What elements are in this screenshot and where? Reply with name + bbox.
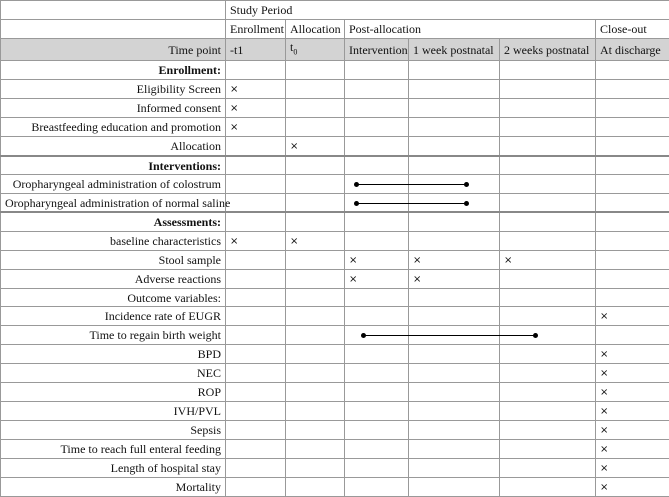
schedule-cell <box>226 458 286 477</box>
table-row <box>1 326 669 345</box>
table-row <box>1 156 669 175</box>
table-row <box>1 288 669 307</box>
schedule-cell <box>286 363 345 382</box>
study-period-row <box>1 1 669 20</box>
mark-x-icon: × <box>600 368 608 379</box>
schedule-cell <box>596 136 669 156</box>
schedule-cell <box>226 288 286 307</box>
phase-allocation: Allocation <box>286 20 345 39</box>
schedule-cell <box>500 175 596 194</box>
schedule-cell <box>409 477 500 496</box>
time-point-t0: $t_0$ <box>286 39 345 61</box>
schedule-cell <box>596 458 669 477</box>
schedule-cell <box>596 420 669 439</box>
schedule-cell <box>500 382 596 401</box>
schedule-cell <box>500 156 596 175</box>
schedule-cell <box>345 175 409 194</box>
schedule-cell <box>596 477 669 496</box>
time-point-intervention: Intervention <box>345 39 409 61</box>
schedule-cell <box>286 117 345 136</box>
schedule-cell <box>286 382 345 401</box>
schedule-cell <box>345 156 409 175</box>
table-row <box>1 344 669 363</box>
row-label: Time to regain birth weight <box>1 326 226 345</box>
time-point-2-weeks: 2 weeks postnatal <box>500 39 596 61</box>
row-label: Length of hospital stay <box>1 458 226 477</box>
schedule-cell <box>409 269 500 288</box>
schedule-cell <box>286 401 345 420</box>
schedule-cell <box>286 231 345 250</box>
schedule-cell <box>345 117 409 136</box>
schedule-cell <box>226 344 286 363</box>
schedule-cell <box>409 156 500 175</box>
schedule-cell <box>500 288 596 307</box>
time-point-discharge: At discharge <box>596 39 669 61</box>
duration-arrow-line <box>356 203 467 204</box>
schedule-cell <box>286 193 345 212</box>
schedule-cell <box>409 136 500 156</box>
schedule-cell <box>345 288 409 307</box>
schedule-cell <box>345 79 409 98</box>
schedule-cell <box>345 439 409 458</box>
schedule-cell <box>226 231 286 250</box>
schedule-cell <box>345 231 409 250</box>
schedule-cell <box>345 458 409 477</box>
time-point-label: Time point <box>1 39 226 61</box>
row-label: Assessments: <box>1 212 226 231</box>
schedule-cell <box>286 175 345 194</box>
schedule-cell <box>226 61 286 80</box>
schedule-cell <box>286 61 345 80</box>
schedule-cell <box>226 307 286 326</box>
row-label: Sepsis <box>1 420 226 439</box>
schedule-cell <box>409 98 500 117</box>
schedule-cell <box>409 231 500 250</box>
row-label: baseline characteristics <box>1 231 226 250</box>
schedule-cell <box>596 307 669 326</box>
schedule-cell <box>596 401 669 420</box>
schedule-cell <box>226 363 286 382</box>
schedule-cell <box>409 79 500 98</box>
row-label: Breastfeeding education and promotion <box>1 117 226 136</box>
schedule-cell <box>286 439 345 458</box>
mark-x-icon: × <box>600 482 608 493</box>
row-label: Informed consent <box>1 98 226 117</box>
table-row <box>1 98 669 117</box>
schedule-cell <box>226 401 286 420</box>
schedule-cell <box>226 193 286 212</box>
schedule-cell <box>345 61 409 80</box>
row-label: Time to reach full enteral feeding <box>1 439 226 458</box>
schedule-cell <box>345 401 409 420</box>
table-row <box>1 439 669 458</box>
schedule-cell <box>409 458 500 477</box>
schedule-cell <box>226 156 286 175</box>
row-label: Oropharyngeal administration of normal saline <box>1 193 226 212</box>
mark-x-icon: × <box>290 236 298 247</box>
mark-x-icon: × <box>413 274 421 285</box>
table-row <box>1 401 669 420</box>
schedule-cell <box>500 420 596 439</box>
schedule-cell <box>345 136 409 156</box>
row-label: Interventions: <box>1 156 226 175</box>
schedule-cell <box>596 61 669 80</box>
schedule-cell <box>500 307 596 326</box>
schedule-cell <box>226 326 286 345</box>
duration-arrow-line <box>356 184 467 185</box>
empty-cell <box>1 20 226 39</box>
mark-x-icon: × <box>600 349 608 360</box>
schedule-cell <box>226 477 286 496</box>
schedule-cell <box>596 231 669 250</box>
mark-x-icon: × <box>413 255 421 266</box>
mark-x-icon: × <box>349 255 357 266</box>
schedule-cell <box>286 269 345 288</box>
schedule-cell <box>500 269 596 288</box>
schedule-cell <box>226 212 286 231</box>
mark-x-icon: × <box>600 463 608 474</box>
table-row <box>1 136 669 156</box>
phase-row <box>1 20 669 39</box>
schedule-cell <box>286 156 345 175</box>
schedule-cell <box>596 439 669 458</box>
schedule-cell <box>226 98 286 117</box>
table-row <box>1 175 669 194</box>
schedule-cell <box>345 307 409 326</box>
schedule-cell <box>500 212 596 231</box>
schedule-cell <box>286 307 345 326</box>
schedule-cell <box>226 439 286 458</box>
row-label: IVH/PVL <box>1 401 226 420</box>
schedule-cell <box>345 212 409 231</box>
table-row <box>1 250 669 269</box>
mark-x-icon: × <box>230 236 238 247</box>
schedule-cell <box>409 117 500 136</box>
schedule-cell <box>500 117 596 136</box>
time-point-row <box>1 39 669 61</box>
schedule-cell <box>409 61 500 80</box>
schedule-cell <box>226 382 286 401</box>
schedule-cell <box>500 344 596 363</box>
schedule-cell <box>500 136 596 156</box>
mark-x-icon: × <box>600 387 608 398</box>
time-point-1-week: 1 week postnatal <box>409 39 500 61</box>
table-row <box>1 363 669 382</box>
row-label: Outcome variables: <box>1 288 226 307</box>
schedule-cell <box>596 250 669 269</box>
mark-x-icon: × <box>600 406 608 417</box>
schedule-cell <box>286 420 345 439</box>
schedule-cell <box>500 401 596 420</box>
schedule-cell <box>286 250 345 269</box>
schedule-cell <box>596 193 669 212</box>
schedule-cell <box>500 61 596 80</box>
schedule-cell <box>409 382 500 401</box>
mark-x-icon: × <box>230 122 238 133</box>
schedule-cell <box>286 326 345 345</box>
schedule-cell <box>409 212 500 231</box>
schedule-cell <box>409 363 500 382</box>
schedule-cell <box>345 250 409 269</box>
phase-enrollment: Enrollment <box>226 20 286 39</box>
table-row <box>1 79 669 98</box>
row-label: NEC <box>1 363 226 382</box>
table-row <box>1 307 669 326</box>
duration-arrow-line <box>363 335 536 336</box>
schedule-cell <box>596 156 669 175</box>
schedule-cell <box>596 382 669 401</box>
schedule-cell <box>500 363 596 382</box>
row-label: Adverse reactions <box>1 269 226 288</box>
schedule-cell <box>345 98 409 117</box>
schedule-cell <box>286 477 345 496</box>
schedule-cell <box>596 117 669 136</box>
mark-x-icon: × <box>504 255 512 266</box>
row-label: Eligibility Screen <box>1 79 226 98</box>
table-row <box>1 269 669 288</box>
schedule-cell <box>226 79 286 98</box>
schedule-cell <box>345 382 409 401</box>
schedule-cell <box>596 269 669 288</box>
schedule-cell <box>409 307 500 326</box>
table-row <box>1 420 669 439</box>
schedule-cell <box>345 269 409 288</box>
schedule-cell <box>226 250 286 269</box>
row-label: ROP <box>1 382 226 401</box>
mark-x-icon: × <box>290 141 298 152</box>
mark-x-icon: × <box>600 311 608 322</box>
mark-x-icon: × <box>230 84 238 95</box>
mark-x-icon: × <box>349 274 357 285</box>
schedule-cell <box>500 231 596 250</box>
mark-x-icon: × <box>600 444 608 455</box>
mark-x-icon: × <box>230 103 238 114</box>
schedule-cell <box>345 326 409 345</box>
schedule-cell <box>409 344 500 363</box>
schedule-cell <box>500 439 596 458</box>
schedule-cell <box>345 363 409 382</box>
schedule-cell <box>500 250 596 269</box>
schedule-cell <box>345 344 409 363</box>
table-row <box>1 382 669 401</box>
schedule-cell <box>500 477 596 496</box>
schedule-cell <box>345 477 409 496</box>
row-label: Incidence rate of EUGR <box>1 307 226 326</box>
schedule-cell <box>286 344 345 363</box>
schedule-cell <box>226 420 286 439</box>
study-period-header: Study Period <box>226 1 669 20</box>
schedule-cell <box>345 193 409 212</box>
table-row <box>1 212 669 231</box>
schedule-cell <box>500 458 596 477</box>
schedule-cell <box>596 98 669 117</box>
row-label: Stool sample <box>1 250 226 269</box>
table-row <box>1 117 669 136</box>
table-row <box>1 193 669 212</box>
schedule-cell <box>596 363 669 382</box>
mark-x-icon: × <box>600 425 608 436</box>
schedule-cell <box>596 212 669 231</box>
table-row <box>1 477 669 496</box>
schedule-cell <box>596 326 669 345</box>
table-row <box>1 458 669 477</box>
row-label: Oropharyngeal administration of colostrum <box>1 175 226 194</box>
schedule-cell <box>596 288 669 307</box>
schedule-cell <box>500 193 596 212</box>
schedule-cell <box>409 439 500 458</box>
schedule-cell <box>286 136 345 156</box>
time-point-t1: -t1 <box>226 39 286 61</box>
schedule-cell <box>409 288 500 307</box>
schedule-cell <box>226 175 286 194</box>
row-label: Mortality <box>1 477 226 496</box>
schedule-cell <box>596 344 669 363</box>
schedule-cell <box>345 420 409 439</box>
schedule-cell <box>286 288 345 307</box>
schedule-cell <box>286 458 345 477</box>
empty-cell <box>1 1 226 20</box>
schedule-cell <box>596 175 669 194</box>
row-label: Enrollment: <box>1 61 226 80</box>
row-label: Allocation <box>1 136 226 156</box>
table-row <box>1 231 669 250</box>
table-row <box>1 61 669 80</box>
row-label: BPD <box>1 344 226 363</box>
schedule-cell <box>226 117 286 136</box>
schedule-cell <box>286 98 345 117</box>
schedule-cell <box>286 79 345 98</box>
phase-close-out: Close-out <box>596 20 669 39</box>
schedule-cell <box>409 250 500 269</box>
schedule-cell <box>596 79 669 98</box>
schedule-cell <box>409 401 500 420</box>
schedule-cell <box>500 79 596 98</box>
schedule-cell <box>500 98 596 117</box>
schedule-cell <box>226 136 286 156</box>
schedule-cell <box>226 269 286 288</box>
schedule-cell <box>409 420 500 439</box>
schedule-cell <box>286 212 345 231</box>
phase-post-allocation: Post-allocation <box>345 20 596 39</box>
